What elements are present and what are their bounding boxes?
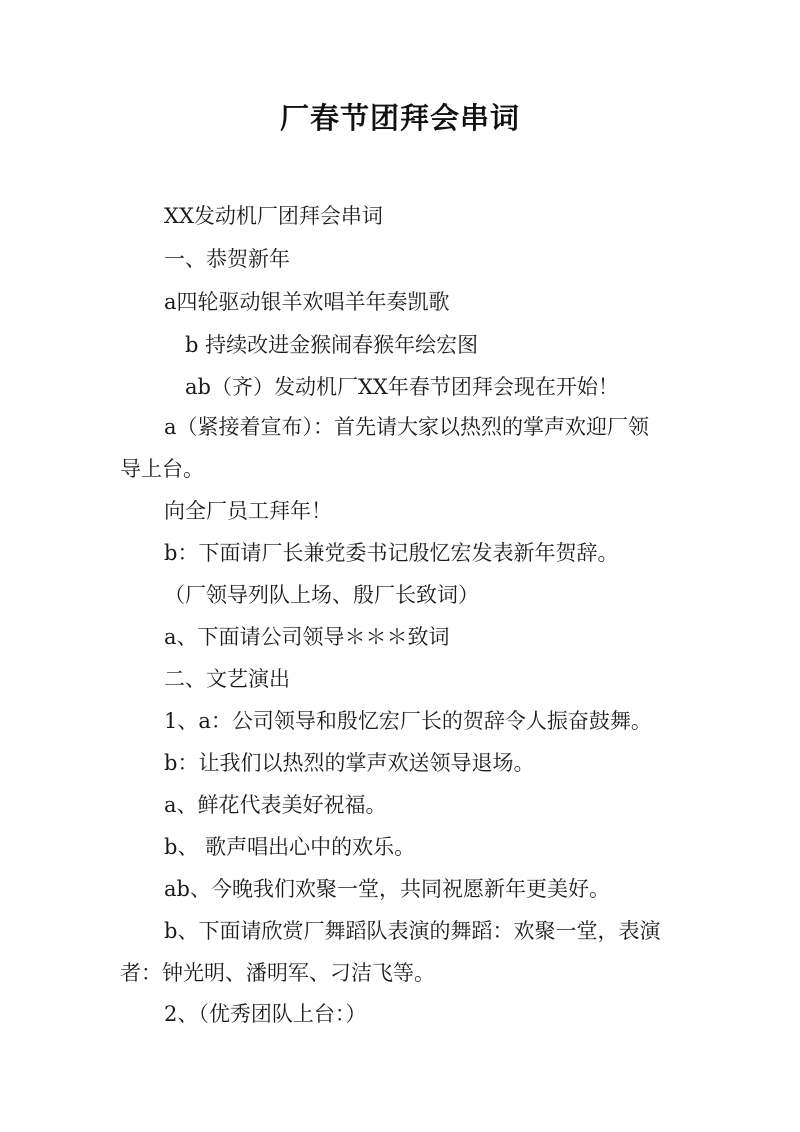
text-line: 向全厂员工拜年！ xyxy=(164,499,332,523)
text-line: b、下面请欣赏厂舞蹈队表演的舞蹈：欢聚一堂，表演 xyxy=(164,919,661,943)
text-line: （厂领导列队上场、殷厂长致词） xyxy=(164,583,479,607)
section-heading: 二、文艺演出 xyxy=(164,667,290,691)
text-line: b：让我们以热烈的掌声欢送领导退场。 xyxy=(164,751,535,775)
text-line: b：下面请厂长兼党委书记殷忆宏发表新年贺辞。 xyxy=(164,541,619,565)
text-line: 者：钟光明、潘明军、刁洁飞等。 xyxy=(120,961,435,985)
document-title: 厂春节团拜会串词 xyxy=(279,101,520,135)
section-heading: 一、恭贺新年 xyxy=(164,247,290,271)
text-line: ab（齐）发动机厂XX年春节团拜会现在开始！ xyxy=(185,375,619,399)
text-line: XX发动机厂团拜会串词 xyxy=(164,204,383,228)
text-line: b、 歌声唱出心中的欢乐。 xyxy=(164,835,416,859)
text-line: a、鲜花代表美好祝福。 xyxy=(164,793,387,817)
text-line: ab、今晚我们欢聚一堂，共同祝愿新年更美好。 xyxy=(164,877,610,901)
text-line: a、下面请公司领导＊＊＊致词 xyxy=(164,625,450,649)
text-line: 导上台。 xyxy=(120,457,204,481)
text-line: a（紧接着宣布）：首先请大家以热烈的掌声欢迎厂领 xyxy=(164,415,650,439)
text-line: b 持续改进金猴闹春猴年绘宏图 xyxy=(185,333,479,357)
text-line: 1、a：公司领导和殷忆宏厂长的贺辞令人振奋鼓舞。 xyxy=(164,709,652,733)
text-line: a四轮驱动银羊欢唱羊年奏凯歌 xyxy=(164,290,450,314)
text-line: 2、（优秀团队上台：） xyxy=(164,1002,367,1026)
